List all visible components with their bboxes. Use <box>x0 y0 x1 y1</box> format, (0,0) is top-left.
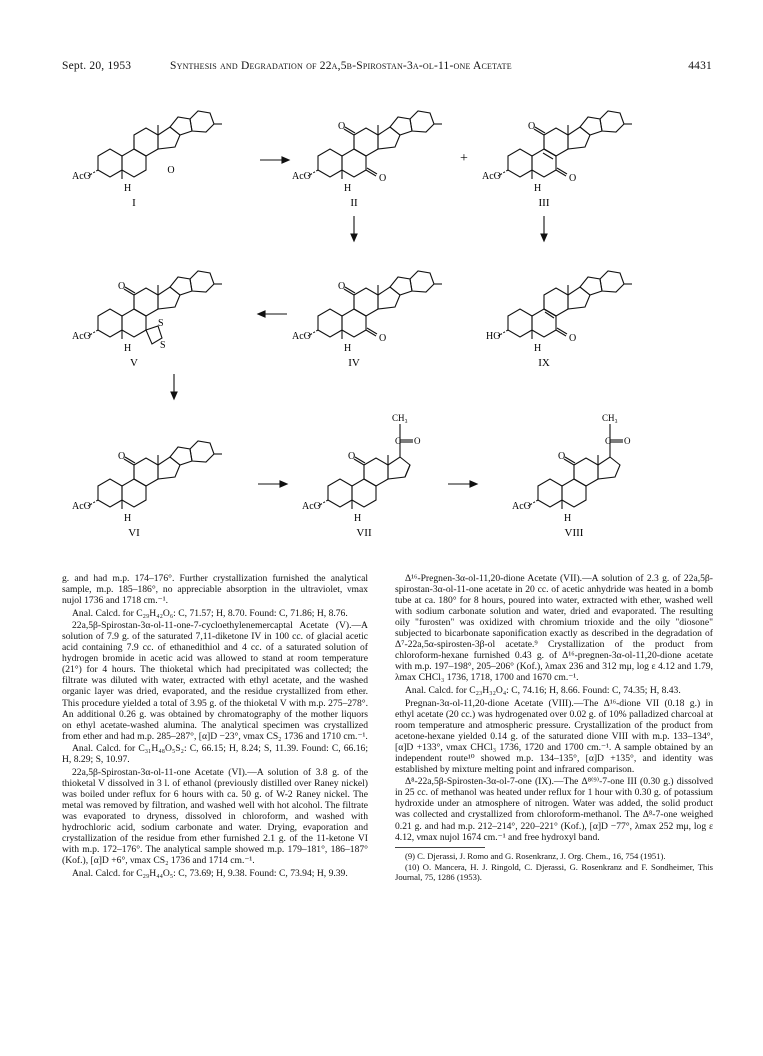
compound-label: VII <box>356 527 372 539</box>
arrow-left-icon <box>258 311 287 317</box>
c-label: C <box>395 436 402 446</box>
aco-label: AcO <box>512 501 531 512</box>
aco-label: AcO <box>292 331 311 342</box>
o-label: O <box>558 451 566 462</box>
analysis-paragraph: Anal. Calcd. for C₂₉H₄₂O₆: C, 71.57; H, 8.70. Found: C, 71.86; H, 8.76. <box>72 607 348 619</box>
h-label: H <box>534 183 542 194</box>
compound-label: V <box>130 357 138 369</box>
structure-I <box>72 111 222 209</box>
o-label: O <box>118 281 126 292</box>
ring-o-label: O <box>167 165 175 176</box>
s-label: S <box>160 340 166 351</box>
c-label: C <box>605 436 612 446</box>
paragraph: Δ⁸-22a,5β-Spirosten-3α-ol-7-one (IX).—The Δ⁸⁽⁹⁾-7-one III (0.30 g.) dissolved in 25 cc. of methanol was heated under reflux for 1 hour with 0.30 g. of potassium hydroxide under an atmosphere of nitrogen. Water was added, the solid product was collected and crystallized from chloroform-methanol. The Δ⁸-7-one weighed 0.21 g. and had m.p. 212–214°, 220–221° (Kof.), [α]D −77°, λmax 252 mμ, log ε 4.12, νmax nujol 1674 cm.⁻¹ and free hydroxyl band. <box>395 776 713 843</box>
footnote: (10) O. Mancera, H. J. Ringold, C. Djerassi, G. Rosenkranz and F. Sondheimer, This Journal, 75, 1286 (1953). <box>395 862 713 883</box>
compound-label: IV <box>348 357 360 369</box>
o-label: O <box>348 451 356 462</box>
o-label: O <box>338 281 346 292</box>
h-label: H <box>124 343 132 354</box>
aco-label: AcO <box>482 171 501 182</box>
o-label: O <box>118 451 126 462</box>
paragraph: Pregnan-3α-ol-11,20-dione Acetate (VIII).—The Δ¹⁶-dione VII (0.18 g.) in ethyl acetate (20 cc.) was hydrogenated over 0.02 g. of 10% palladized charcoal at room temperature and atmospheric pressure. Crystallization of the product from acetone-hexane yielded 0.14 g. of the saturated dione VIII with m.p. 133–134°, [α]D +133°, νmax CHCl₃ 1736, 1720 and 1700 cm.⁻¹. A sample obtained by an independent route¹⁰ showed m.p. 134–135°, [α]D +135°, and identity was established by mixture melting point and infrared comparison. <box>395 697 713 775</box>
right-column <box>395 573 713 884</box>
ch3-label: CH₃ <box>602 413 618 423</box>
o-label: O <box>528 121 536 132</box>
analysis-paragraph: Anal. Calcd. for C₂₃H₃₂O₄: C, 74.16; H, 8.66. Found: C, 74.35; H, 8.43. <box>405 684 681 696</box>
aco-label: AcO <box>302 501 321 512</box>
h-label: H <box>344 183 352 194</box>
h-label: H <box>564 513 572 524</box>
structure-IX <box>486 271 632 369</box>
o-label: O <box>338 121 346 132</box>
article-title: Synthesis and Degradation of 22a,5β-Spirostan-3α-ol-11-one Acetate <box>170 60 512 72</box>
compound-label: III <box>538 197 550 209</box>
issue-date: Sept. 20, 1953 <box>62 60 132 72</box>
arrow-right-icon <box>448 481 477 487</box>
h-label: H <box>124 513 132 524</box>
paragraph: g. and had m.p. 174–176°. Further crystallization furnished the analytical sample, m.p. 185–186°, no appreciable absorption in the ultraviolet, νmax nujol 1736 and 1718 cm.⁻¹. <box>62 573 368 607</box>
h-label: H <box>344 343 352 354</box>
aco-label: AcO <box>72 331 91 342</box>
structure-VIII <box>512 413 631 539</box>
running-header <box>62 60 712 78</box>
o-label: O <box>414 436 421 446</box>
footnote: (9) C. Djerassi, J. Romo and G. Rosenkranz, J. Org. Chem., 16, 754 (1951). <box>405 850 666 861</box>
left-column <box>62 573 368 880</box>
page-number: 4431 <box>688 60 712 72</box>
structure-VI <box>72 441 222 539</box>
h-label: H <box>124 183 132 194</box>
o-label: O <box>379 173 387 184</box>
arrow-down-icon <box>351 216 357 241</box>
analysis-paragraph: Anal. Calcd. for C₃₁H₄₈O₅S₂: C, 66.15; H, 8.24; S, 11.39. Found: C, 66.16; H, 8.29; S, 10.97. <box>62 743 368 766</box>
structure-III <box>482 111 632 209</box>
structure-VII <box>302 413 421 539</box>
ch3-label: CH₃ <box>392 413 408 423</box>
paragraph: Δ¹⁶-Pregnen-3α-ol-11,20-dione Acetate (VII).—A solution of 2.3 g. of 22a,5β-spirostan-3α-ol-11-one acetate in 20 cc. of acetic anhydride was heated in a bomb tube at ca. 180° for 8 hours, poured into water, extracted with ether, washed well with sodium carbonate solution and water, dried and evaporated. The resulting oily "furosten" was oxidized with chromium trioxide and the oily "diosone" subjected to bicarbonate saponification exactly as described in the degradation of Δ⁷-22a,5α-spirosten-3β-ol acetate.⁹ Crystallization of the product from chloroform-hexane furnished 0.43 g. of Δ¹⁶-pregnen-3α-ol-11,20-dione acetate with m.p. 197–198°, 205–206° (Kof.), λmax 236 and 312 mμ, log ε 4.12 and 1.79, λmax CHCl₃ 1736, 1718, 1700 and 1670 cm.⁻¹. <box>395 573 713 684</box>
compound-label: VIII <box>564 527 584 539</box>
aco-label: AcO <box>72 501 91 512</box>
arrow-down-icon <box>541 216 547 241</box>
structure-V <box>72 271 222 369</box>
o-label: O <box>569 173 577 184</box>
structure-II <box>292 111 442 209</box>
arrow-down-icon <box>171 374 177 399</box>
o-label: O <box>569 333 577 344</box>
h-label: H <box>354 513 362 524</box>
o-label: O <box>379 333 387 344</box>
paragraph: 22a,5β-Spirostan-3α-ol-11-one Acetate (VI).—A solution of 3.8 g. of the thioketal V dissolved in 3 l. of ethanol (previously distilled over Raney nickel) was boiled under reflux for 6 hours with ca. 50 g. of W-2 Raney nickel. The metal was removed by filtration, and washed well with hot alcohol. The filtrate was evaporated to dryness, dissolved in chloroform, and washed with hydrochloric acid, sodium carbonate and water. Drying, evaporation and crystallization of the residue from ether furnished 2.1 g. of the 11-ketone VI with m.p. 172–176°. The analytical sample showed m.p. 179–181°, 186–187° (Kof.), [α]D +6°, νmax CS₂ 1736 and 1714 cm.⁻¹. <box>62 766 368 867</box>
compound-label: I <box>132 197 136 209</box>
paragraph: 22a,5β-Spirostan-3α-ol-11-one-7-cycloethylenemercaptal Acetate (V).—A solution of 7.9 g. of the saturated 7,11-diketone IV in 100 cc. of glacial acetic acid containing 7.9 cc. of ethanedithiol and 4 cc. of a saturated solution of hydrogen bromide in acetic acid was allowed to stand at room temperature (21°) for 4 hours. The thioketal which had precipitated was collected; the filtrate was diluted with water, extracted with ethyl acetate, and the washed organic layer was dried, evaporated, and the residue crystallized from ether. This procedure yielded a total of 3.95 g. of the thioketal V with m.p. 275–278°. An additional 0.26 g. was obtained by chromatography of the mother liquors on ethyl acetate-washed alumina. The analytical specimen was crystallized from ether and had m.p. 285–287°, [α]D −23°, νmax CS₂ 1736 and 1710 cm.⁻¹. <box>62 620 368 742</box>
arrow-right-icon <box>258 481 287 487</box>
reaction-scheme <box>62 84 712 564</box>
aco-label: AcO <box>72 171 91 182</box>
s-label: S <box>158 318 164 329</box>
compound-label: II <box>350 197 358 209</box>
compound-label: IX <box>538 357 550 369</box>
footnote-divider <box>395 847 485 848</box>
analysis-paragraph: Anal. Calcd. for C₂₉H₄₄O₅: C, 73.69; H, 9.38. Found: C, 73.94; H, 9.39. <box>72 867 348 879</box>
structure-IV <box>292 271 442 369</box>
reaction-scheme-svg <box>62 84 712 564</box>
o-label: O <box>624 436 631 446</box>
aco-label: AcO <box>292 171 311 182</box>
arrow-right-icon <box>260 157 289 163</box>
h-label: H <box>534 343 542 354</box>
ho-label: HO <box>486 331 501 342</box>
compound-label: VI <box>128 527 140 539</box>
plus-sign: + <box>460 151 468 166</box>
